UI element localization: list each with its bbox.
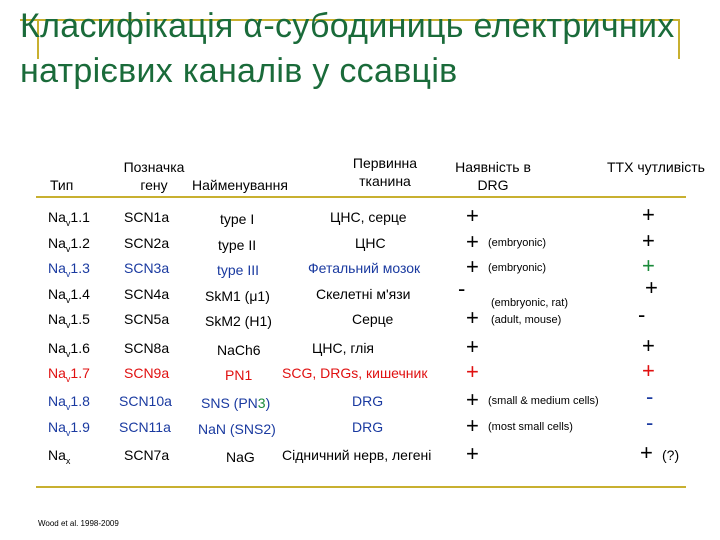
tissue-cell: Скелетні м'язи xyxy=(316,286,411,302)
type-number: 1.9 xyxy=(70,419,90,435)
type-base: Na xyxy=(48,260,66,276)
ttx-note: (?) xyxy=(662,447,680,463)
drg-plus: + xyxy=(466,387,479,412)
header-tissue-text: Первинна тканина xyxy=(352,155,418,189)
gene-cell: SCN5a xyxy=(124,311,170,327)
header-drg-text: Наявність в DRG xyxy=(455,159,531,193)
drg-plus: + xyxy=(466,203,479,228)
type-number: 1.6 xyxy=(70,340,90,356)
type-number: 1.3 xyxy=(70,260,90,276)
name-cell: type II xyxy=(218,237,257,253)
header-name: Найменування xyxy=(192,177,288,193)
tissue-cell: ЦНС xyxy=(355,235,386,251)
header-tissue xyxy=(338,154,432,190)
name-cell xyxy=(201,394,270,412)
type-number: 1.7 xyxy=(70,365,90,381)
ttx-plus: + xyxy=(640,440,653,465)
gene-cell: SCN8a xyxy=(124,340,170,356)
ttx-plus: + xyxy=(642,333,655,358)
type-base: Na xyxy=(48,340,66,356)
type-subscript: v xyxy=(65,295,71,305)
name-cell: NaN (SNS2) xyxy=(198,421,276,437)
type-cell xyxy=(48,392,90,412)
type-cell xyxy=(48,418,90,438)
type-base: Na xyxy=(48,447,66,463)
header-drg xyxy=(438,158,548,194)
tissue-cell: Фетальний мозок xyxy=(308,260,421,276)
gene-cell: SCN2a xyxy=(124,235,170,251)
type-cell xyxy=(48,339,90,359)
gene-cell: SCN4a xyxy=(124,286,170,302)
type-subscript: v xyxy=(65,218,71,228)
drg-plus: + xyxy=(466,359,479,384)
table-bottom-rule xyxy=(36,486,686,488)
type-cell xyxy=(48,364,90,384)
reference-note: Wood et al. 1998-2009 xyxy=(38,519,119,528)
type-number: 1.2 xyxy=(70,235,90,251)
tissue-cell: ЦНС, серце xyxy=(330,209,407,225)
table-top-rule xyxy=(36,196,686,198)
name-cell: SkM1 (μ1) xyxy=(205,288,270,304)
header-type: Тип xyxy=(50,177,74,193)
name-cell: NaCh6 xyxy=(217,342,261,358)
type-cell xyxy=(48,446,70,466)
drg-plus: + xyxy=(466,254,479,279)
type-base: Na xyxy=(48,235,66,251)
type-number: 1.1 xyxy=(70,209,90,225)
type-cell xyxy=(48,234,90,254)
name-cell: type III xyxy=(217,262,260,278)
type-base: Na xyxy=(48,393,66,409)
header-gene xyxy=(112,158,196,194)
header-gene-text: Позначка гену xyxy=(123,159,185,193)
gene-cell: SCN10a xyxy=(119,393,172,409)
type-number: 1.8 xyxy=(70,393,90,409)
type-base: Na xyxy=(48,419,66,435)
name-cell: SkM2 (H1) xyxy=(205,313,272,329)
type-cell xyxy=(48,208,90,228)
drg-note: (adult, mouse) xyxy=(491,314,562,326)
name-part: ) xyxy=(265,395,271,411)
drg-plus: + xyxy=(466,441,479,466)
ttx-minus: - xyxy=(646,410,654,435)
drg-plus: + xyxy=(466,413,479,438)
type-cell xyxy=(48,259,90,279)
name-part-digit: 3 xyxy=(257,395,266,411)
type-subscript: v xyxy=(65,320,71,330)
ttx-plus: + xyxy=(642,202,655,227)
drg-note: (embryonic) xyxy=(488,262,547,274)
header-ttx xyxy=(604,158,708,176)
name-part: SNS (PN xyxy=(201,395,258,411)
tissue-cell: DRG xyxy=(352,393,384,409)
gene-cell: SCN11a xyxy=(119,419,171,435)
drg-minus: - xyxy=(458,276,466,301)
name-cell: type I xyxy=(220,211,255,227)
header-ttx-text: ТТХ чутливість xyxy=(607,159,705,175)
drg-note: (small & medium cells) xyxy=(488,395,599,407)
type-subscript: v xyxy=(65,244,71,254)
ttx-plus: + xyxy=(642,253,655,278)
tissue-cell: SCG, DRGs, кишечник xyxy=(282,365,428,381)
gene-cell: SCN3a xyxy=(124,260,170,276)
tissue-cell: DRG xyxy=(352,419,384,435)
name-cell: NaG xyxy=(226,449,255,465)
gene-cell: SCN7a xyxy=(124,447,170,463)
drg-note: (embryonic, rat) xyxy=(491,297,569,309)
drg-plus: + xyxy=(466,334,479,359)
type-number: 1.4 xyxy=(70,286,90,302)
tissue-cell: Сідничний нерв, легені xyxy=(282,447,432,463)
ttx-minus: - xyxy=(638,302,646,327)
name-cell: PN1 xyxy=(225,367,253,383)
type-base: Na xyxy=(48,209,66,225)
tissue-cell: Серце xyxy=(352,311,394,327)
type-cell xyxy=(48,285,90,305)
drg-plus: + xyxy=(466,305,479,330)
type-subscript: v xyxy=(65,269,71,279)
type-subscript: v xyxy=(65,402,71,412)
ttx-plus: + xyxy=(642,228,655,253)
gene-cell: SCN9a xyxy=(124,365,170,381)
gene-cell: SCN1a xyxy=(124,209,170,225)
type-number: 1.5 xyxy=(70,311,90,327)
type-subscript: x xyxy=(65,456,71,466)
drg-plus: + xyxy=(466,229,479,254)
drg-note: (most small cells) xyxy=(488,421,573,433)
type-base: Na xyxy=(48,365,66,381)
type-base: Na xyxy=(48,311,66,327)
type-base: Na xyxy=(48,286,66,302)
ttx-minus: - xyxy=(646,384,654,409)
type-subscript: v xyxy=(65,374,71,384)
type-subscript: v xyxy=(65,428,71,438)
ttx-plus: + xyxy=(645,275,658,300)
tissue-cell: ЦНС, глія xyxy=(312,340,375,356)
slide-title: Класифікація α-субодиниць електричних натрієвих каналів у ссавців xyxy=(20,7,675,90)
type-cell xyxy=(48,310,90,330)
ttx-plus: + xyxy=(642,358,655,383)
drg-note: (embryonic) xyxy=(488,237,547,249)
type-subscript: v xyxy=(65,349,71,359)
